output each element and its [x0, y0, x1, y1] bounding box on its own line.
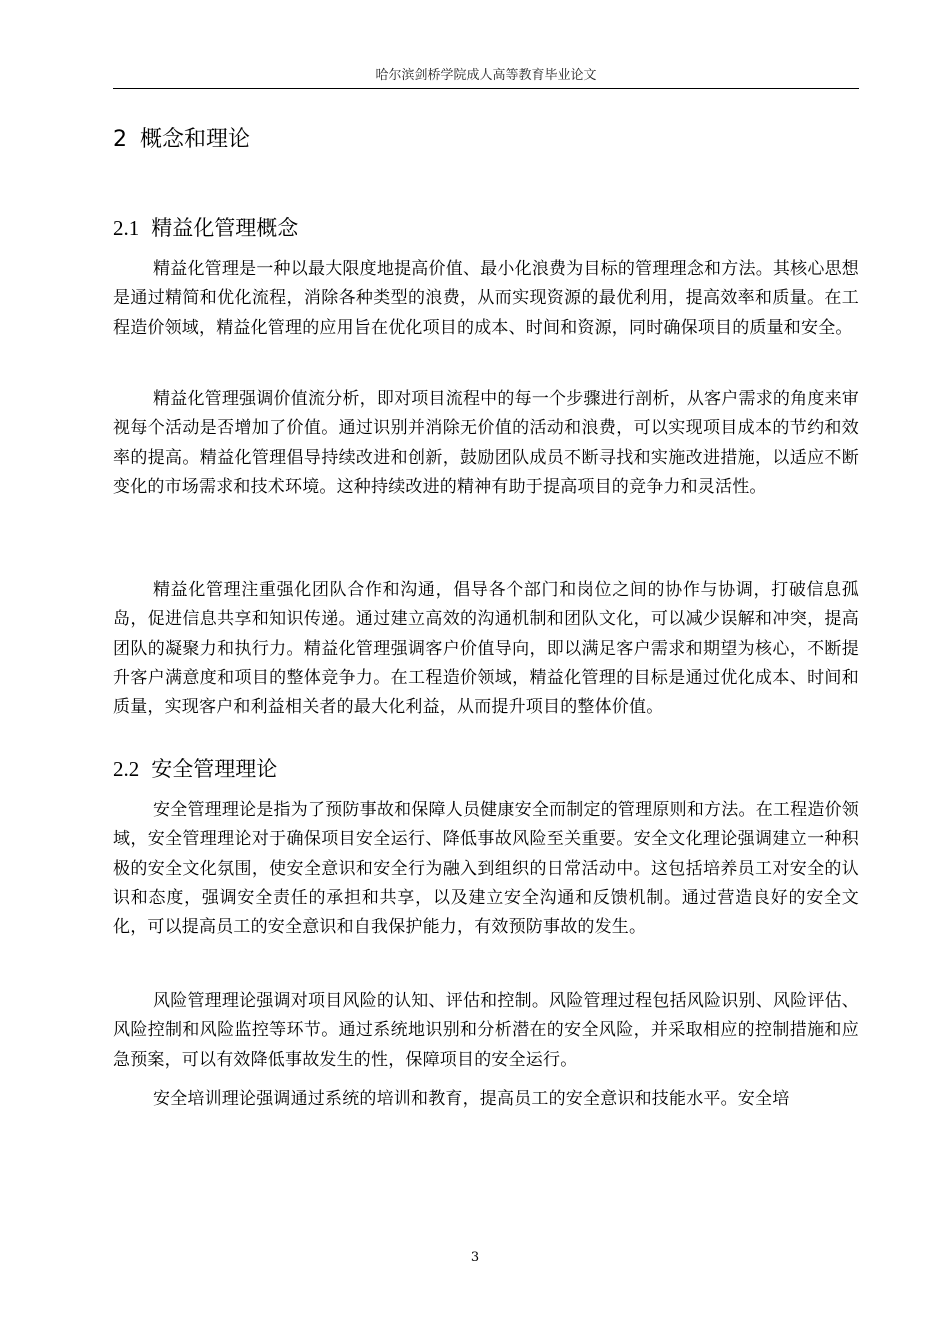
running-header: 哈尔滨剑桥学院成人高等教育毕业论文 [375, 68, 597, 83]
paragraph: 精益化管理是一种以最大限度地提高价值、最小化浪费为目标的管理理念和方法。其核心思想是通过精简和优化流程，消除各种类型的浪费，从而实现资源的最优利用，提高效率和质量。在工程造价领域，精益化管理的应用旨在优化项目的成本、时间和资源，同时确保项目的质量和安全。 [113, 259, 859, 338]
section-number: 2.2 [113, 757, 140, 781]
chapter-number: 2 [113, 127, 127, 152]
paragraph: 精益化管理注重强化团队合作和沟通，倡导各个部门和岗位之间的协作与协调，打破信息孤岛，促进信息共享和知识传递。通过建立高效的沟通机制和团队文化，可以减少误解和冲突，提高团队的凝聚力和执行力。精益化管理强调客户价值导向，即以满足客户需求和期望为核心，不断提升客户满意度和项目的整体竞争力。在工程造价领域，精益化管理的目标是通过优化成本、时间和质量，实现客户和利益相关者的最大化利益，从而提升项目的整体价值。 [113, 580, 859, 718]
paragraph: 安全培训理论强调通过系统的培训和教育，提高员工的安全意识和技能水平。安全培 [153, 1089, 790, 1109]
section-heading-2-1 [113, 212, 298, 242]
page-number: 3 [470, 1250, 480, 1265]
section-title: 安全管理理论 [151, 757, 278, 781]
paragraph: 安全管理理论是指为了预防事故和保障人员健康安全而制定的管理原则和方法。在工程造价领域，安全管理理论对于确保项目安全运行、降低事故风险至关重要。安全文化理论强调建立一种积极的安全文化氛围，使安全意识和安全行为融入到组织的日常活动中。这包括培养员工对安全的认识和态度，强调安全责任的承担和共享，以及建立安全沟通和反馈机制。通过营造良好的安全文化，可以提高员工的安全意识和自我保护能力，有效预防事故的发生。 [113, 800, 859, 938]
section-heading-2-2 [113, 753, 277, 783]
paragraph: 风险管理理论强调对项目风险的认知、评估和控制。风险管理过程包括风险识别、风险评估、风险控制和风险监控等环节。通过系统地识别和分析潜在的安全风险，并采取相应的控制措施和应急预案，可以有效降低事故发生的性，保障项目的安全运行。 [113, 991, 859, 1070]
section-title: 精益化管理概念 [151, 216, 299, 240]
chapter-heading [113, 122, 250, 153]
paragraph: 精益化管理强调价值流分析，即对项目流程中的每一个步骤进行剖析，从客户需求的角度来审视每个活动是否增加了价值。通过识别并消除无价值的活动和浪费，可以实现项目成本的节约和效率的提高。精益化管理倡导持续改进和创新，鼓励团队成员不断寻找和实施改进措施，以适应不断变化的市场需求和技术环境。这种持续改进的精神有助于提高项目的竞争力和灵活性。 [113, 389, 859, 497]
header-rule [113, 88, 859, 89]
section-number: 2.1 [113, 216, 140, 240]
chapter-title: 概念和理论 [140, 127, 251, 152]
